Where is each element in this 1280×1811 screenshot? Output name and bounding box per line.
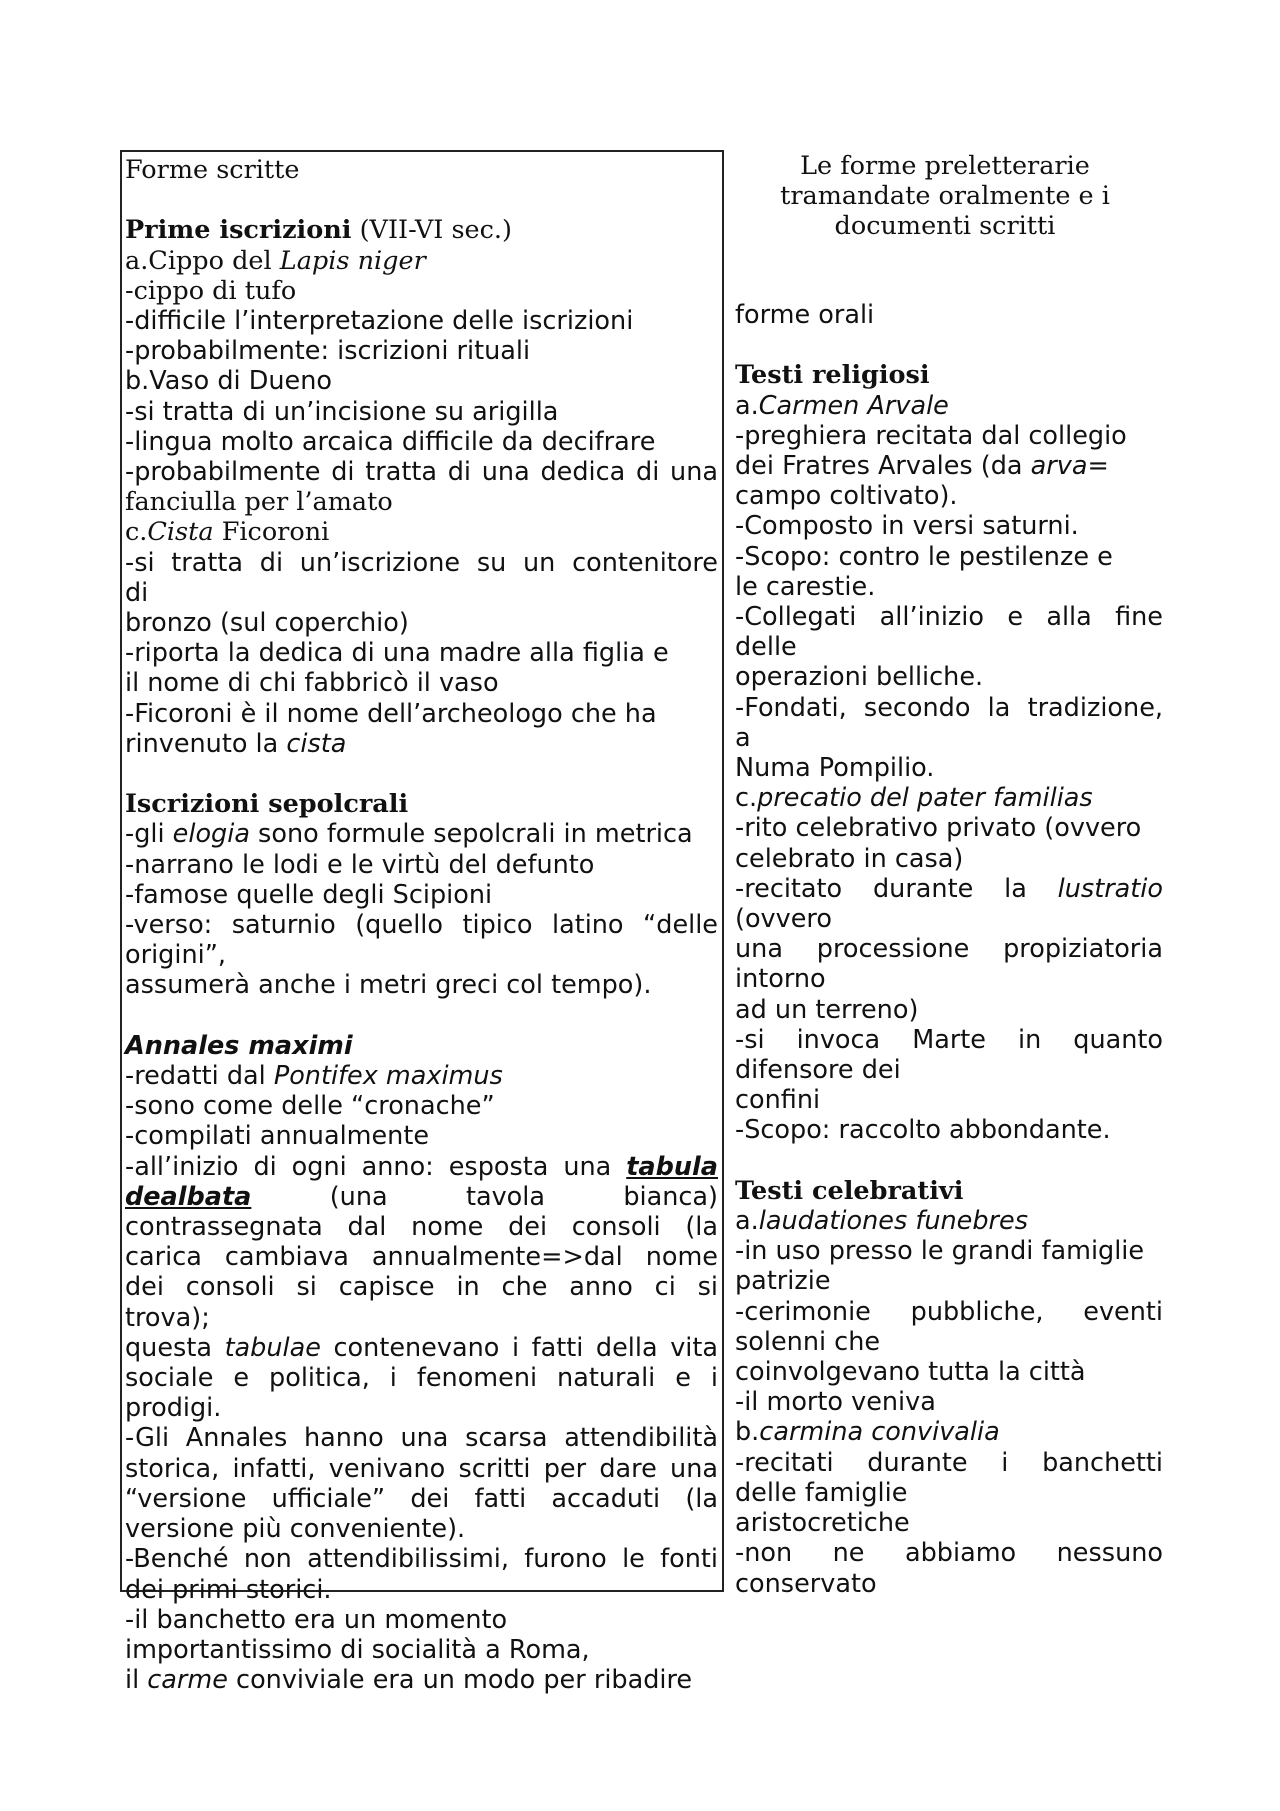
title-line: Le forme preletterarie	[800, 151, 1090, 181]
list-item: -Benché non attendibilissimi, furono le fonti	[125, 1544, 718, 1575]
list-item: -difficile l’interpretazione delle iscrizioni	[125, 306, 634, 336]
section-period: (VII-VI sec.)	[351, 215, 512, 246]
list-item: -all’inizio di ogni anno: esposta una tabula	[125, 1151, 718, 1182]
list-item: intorno	[735, 964, 826, 995]
list-item: b.carmina convivalia	[735, 1417, 1000, 1448]
list-item: -recitati durante i banchetti	[735, 1447, 1163, 1478]
list-item: conservato	[735, 1568, 877, 1599]
list-item: -si tratta di un’iscrizione su un contenitore	[125, 547, 718, 578]
list-item: -probabilmente: iscrizioni rituali	[125, 336, 531, 367]
section-testi-celebrativi: Testi celebrativi	[735, 1175, 964, 1206]
page-title	[735, 151, 1155, 242]
list-item: -cippo di tufo	[125, 275, 297, 306]
list-item: -compilati annualmente	[125, 1121, 430, 1152]
list-item: confini	[735, 1085, 821, 1116]
list-item: -Ficoroni è il nome dell’archeologo che ha	[125, 698, 657, 729]
list-item: -si tratta di un’incisione su arigilla	[125, 396, 559, 427]
list-item: le carestie.	[735, 571, 876, 602]
list-item: -non ne abbiamo nessuno	[735, 1538, 1163, 1569]
list-item: il carme conviviale era un modo per ribadire	[125, 1665, 693, 1696]
list-item: solenni che	[735, 1326, 881, 1357]
section-title: Prime iscrizioni	[125, 215, 352, 246]
list-item: dei primi storici.	[125, 1574, 332, 1605]
list-item: rinvenuto la cista	[125, 728, 347, 759]
list-item: versione più conveniente).	[125, 1514, 466, 1545]
list-item: importantissimo di socialità a Roma,	[125, 1634, 590, 1665]
list-item: -si invoca Marte in quanto	[735, 1024, 1163, 1055]
list-item: trova);	[125, 1302, 210, 1333]
list-item: ad un terreno)	[735, 994, 919, 1025]
list-item: -gli elogia sono formule sepolcrali in metrica	[125, 819, 693, 850]
list-item: -il banchetto era un momento	[125, 1604, 508, 1635]
list-item: a.Carmen Arvale	[735, 390, 949, 421]
list-item: -preghiera recitata dal collegio	[735, 420, 1127, 451]
list-item: -Scopo: raccolto abbondante.	[735, 1115, 1111, 1146]
list-item: -recitato durante la lustratio	[735, 873, 1163, 904]
list-item: -Gli Annales hanno una scarsa attendibilità	[125, 1423, 718, 1454]
list-item: Numa Pompilio.	[735, 753, 935, 784]
list-item: (ovvero	[735, 904, 832, 935]
list-item: campo coltivato).	[735, 481, 958, 512]
list-item: questa tabulae contenevano i fatti della vita	[125, 1332, 718, 1363]
right-column	[735, 300, 1163, 1599]
list-item: storica, infatti, venivano scritti per dare una	[125, 1453, 718, 1484]
list-item: una processione propiziatoria	[735, 934, 1163, 965]
list-item: -redatti dal Pontifex maximus	[125, 1061, 503, 1092]
list-item: -in uso presso le grandi famiglie	[735, 1236, 1145, 1267]
list-item: -lingua molto arcaica difficile da decifrare	[125, 426, 656, 457]
list-item: difensore dei	[735, 1055, 901, 1086]
list-item: -famose quelle degli Scipioni	[125, 879, 493, 910]
left-column	[125, 155, 718, 1695]
list-item: celebrato in casa)	[735, 843, 964, 874]
list-item: c.Cista Ficoroni	[125, 517, 330, 548]
list-item: operazioni belliche.	[735, 662, 984, 693]
list-item: “versione ufficiale” dei fatti accaduti (la	[125, 1483, 718, 1514]
list-item: -Composto in versi saturni.	[735, 511, 1079, 542]
list-item: -Fondati, secondo la tradizione,	[735, 692, 1163, 723]
list-item: prodigi.	[125, 1393, 222, 1424]
list-item: -narrano le lodi e le virtù del defunto	[125, 849, 595, 880]
section-prime-iscrizioni	[125, 215, 718, 245]
list-item: -Collegati all’inizio e alla fine	[735, 602, 1163, 633]
title-line: documenti scritti	[834, 211, 1056, 242]
list-item: bronzo (sul coperchio)	[125, 608, 409, 639]
list-item: c.precatio del pater familias	[735, 783, 1093, 814]
list-item: -verso: saturnio (quello tipico latino “delle	[125, 910, 718, 941]
list-item: dei Fratres Arvales (da arva=	[735, 451, 1109, 481]
section-iscrizioni-sepolcrali: Iscrizioni sepolcrali	[125, 789, 409, 820]
title-line: tramandate oralmente e i	[780, 181, 1110, 212]
list-item: a	[735, 722, 751, 753]
heading-forme-orali: forme orali	[735, 300, 875, 330]
list-item: -rito celebrativo privato (ovvero	[735, 813, 1142, 844]
list-item: -probabilmente di tratta di una dedica di una	[125, 457, 718, 488]
list-item: dealbata (una tavola bianca)	[125, 1181, 718, 1212]
list-item: patrizie	[735, 1266, 831, 1297]
list-item: -sono come delle “cronache”	[125, 1091, 495, 1122]
list-item: -riporta la dedica di una madre alla figlia e	[125, 638, 669, 669]
list-item: a.laudationes funebres	[735, 1206, 1028, 1237]
list-item: -Scopo: contro le pestilenze e	[735, 541, 1113, 572]
heading-forme-scritte: Forme scritte	[125, 155, 300, 185]
list-item: assumerà anche i metri greci col tempo).	[125, 970, 652, 1001]
list-item: fanciulla per l’amato	[125, 487, 393, 518]
list-item: sociale e politica, i fenomeni naturali e i	[125, 1363, 718, 1394]
list-item: di	[125, 577, 149, 608]
list-item: delle famiglie	[735, 1477, 908, 1508]
list-item: -il morto veniva	[735, 1387, 936, 1418]
list-item: aristocretiche	[735, 1508, 910, 1539]
section-annales-maximi: Annales maximi	[125, 1030, 353, 1061]
list-item: contrassegnata dal nome dei consoli (la	[125, 1212, 718, 1243]
list-item: carica cambiava annualmente=>dal nome	[125, 1242, 718, 1273]
list-item: il nome di chi fabbricò il vaso	[125, 668, 499, 699]
list-item: b.Vaso di Dueno	[125, 366, 333, 397]
list-item: origini”,	[125, 940, 227, 971]
list-item: coinvolgevano tutta la città	[735, 1357, 1086, 1388]
list-item: dei consoli si capisce in che anno ci si	[125, 1272, 718, 1303]
list-item: delle	[735, 632, 797, 663]
section-testi-religiosi: Testi religiosi	[735, 360, 930, 391]
list-item: a.Cippo del Lapis niger	[125, 245, 426, 276]
list-item: -cerimonie pubbliche, eventi	[735, 1296, 1163, 1327]
